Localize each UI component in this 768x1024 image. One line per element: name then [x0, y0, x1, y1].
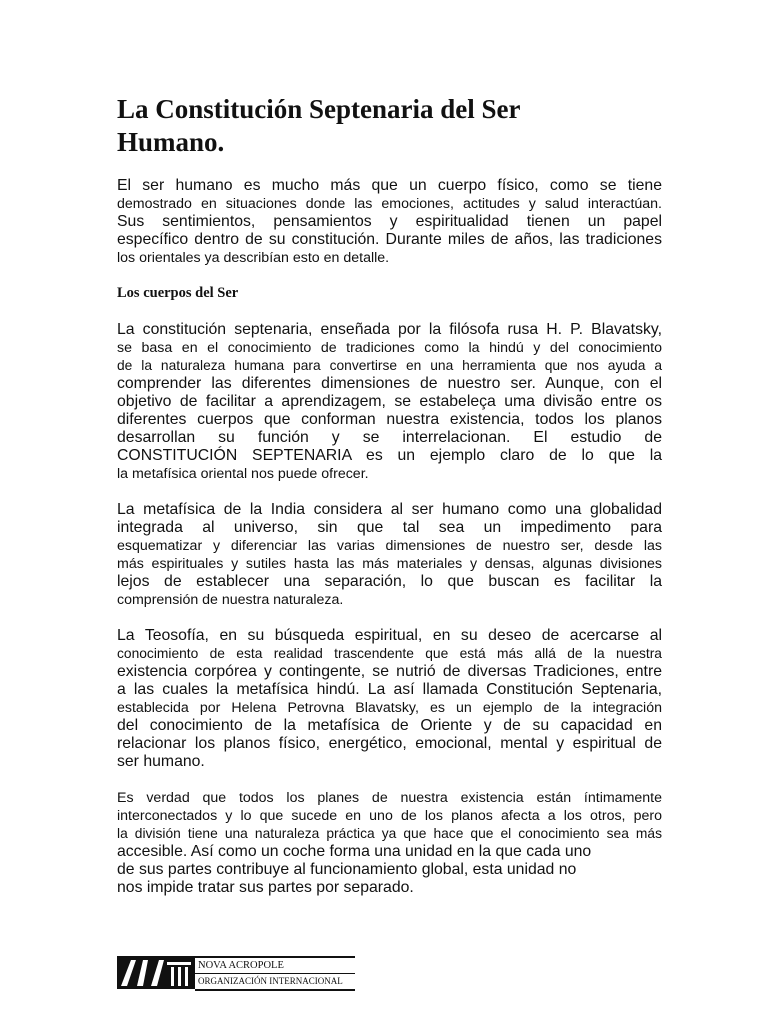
paragraph-line: Es verdad que todos los planes de nuestra existencia están íntimamente	[117, 790, 662, 806]
title-line: Humano.	[117, 127, 225, 157]
paragraph-line: accesible. Así como un coche forma una unidad en la que cada uno	[117, 843, 592, 860]
paragraph-line: la división tiene una naturaleza práctica ya que hace que el conocimiento sea más	[117, 826, 662, 841]
paragraph-line: de sus partes contribuye al funcionamiento global, esta unidad no	[117, 861, 577, 878]
paragraph-line: más espirituales y sutiles hasta las más materiales y densas, algunas divisiones	[117, 556, 662, 572]
paragraph-line: relacionar los planos físico, energético, emocional, mental y espiritual de	[117, 735, 662, 752]
paragraph-2	[117, 501, 662, 609]
paragraph-line: del conocimiento de la metafísica de Oriente y de su capacidad en	[117, 717, 662, 734]
paragraph-line: a las cuales la metafísica hindú. La así llamada Constitución Septenaria,	[117, 681, 662, 698]
paragraph-line: comprensión de nuestra naturaleza.	[117, 592, 344, 608]
org-subtitle: ORGANIZACIÓN INTERNACIONAL	[195, 974, 355, 991]
intro-line: específico dentro de su constitución. Durante miles de años, las tradiciones	[117, 231, 662, 248]
paragraph-line: objetivo de facilitar a aprendizagem, se estabeleça uma divisão entre os	[117, 393, 662, 410]
paragraph-line: ser humano.	[117, 753, 205, 770]
organization-logo	[117, 956, 355, 989]
intro-line: demostrado en situaciones donde las emociones, actitudes y salud interactúan.	[117, 196, 662, 212]
document-page	[117, 93, 662, 915]
paragraph-line: esquematizar y diferenciar las varias dimensiones de nuestro ser, desde las	[117, 538, 662, 554]
paragraph-line: La metafísica de la India considera al ser humano como una globalidad	[117, 501, 662, 518]
org-name: NOVA ACROPOLE	[195, 956, 355, 974]
title-line: La Constitución Septenaria del Ser	[117, 94, 521, 124]
paragraph-line: desarrollan su función y se interrelacionan. El estudio de	[117, 429, 662, 446]
paragraph-line: interconectados y lo que sucede en uno de los planos afecta a los otros, pero	[117, 808, 662, 824]
paragraph-line: diferentes cuerpos que conforman nuestra existencia, todos los planos	[117, 411, 662, 428]
paragraph-line: La constitución septenaria, enseñada por la filósofa rusa H. P. Blavatsky,	[117, 321, 662, 338]
paragraph-line: establecida por Helena Petrovna Blavatsky, es un ejemplo de la integración	[117, 700, 662, 716]
emblem-graphic	[117, 956, 195, 989]
paragraph-line: La Teosofía, en su búsqueda espiritual, en su deseo de acercarse al	[117, 627, 662, 644]
paragraph-line: lejos de establecer una separación, lo que buscan es facilitar la	[117, 573, 662, 590]
intro-line: Sus sentimientos, pensamientos y espiritualidad tienen un papel	[117, 213, 662, 230]
intro-line: El ser humano es mucho más que un cuerpo físico, como se tiene	[117, 177, 662, 194]
paragraph-line: conocimiento de esta realidad trascendente que está más allá de la nuestra	[117, 646, 662, 661]
acropolis-emblem-icon	[117, 956, 195, 989]
paragraph-line: nos impide tratar sus partes por separado.	[117, 879, 414, 896]
paragraph-1	[117, 321, 662, 483]
paragraph-line: se basa en el conocimiento de tradiciones como la hindú y del conocimiento	[117, 340, 662, 356]
intro-paragraph	[117, 177, 662, 267]
document-title	[117, 93, 662, 159]
intro-line: los orientales ya describían esto en detalle.	[117, 250, 390, 266]
paragraph-line: CONSTITUCIÓN SEPTENARIA es un ejemplo claro de lo que la	[117, 447, 662, 464]
paragraph-line: comprender las diferentes dimensiones de nuestro ser. Aunque, con el	[117, 375, 662, 392]
paragraph-line: integrada al universo, sin que tal sea un impedimento para	[117, 519, 662, 536]
paragraph-3	[117, 627, 662, 771]
section-heading: Los cuerpos del Ser	[117, 285, 239, 301]
paragraph-line: existencia corpórea y contingente, se nutrió de diversas Tradiciones, entre	[117, 663, 662, 680]
paragraph-line: de la naturaleza humana para convertirse en una herramienta que nos ayuda a	[117, 358, 662, 373]
paragraph-4	[117, 789, 662, 897]
logo-text-block	[195, 956, 355, 989]
paragraph-line: la metafísica oriental nos puede ofrecer.	[117, 466, 369, 482]
